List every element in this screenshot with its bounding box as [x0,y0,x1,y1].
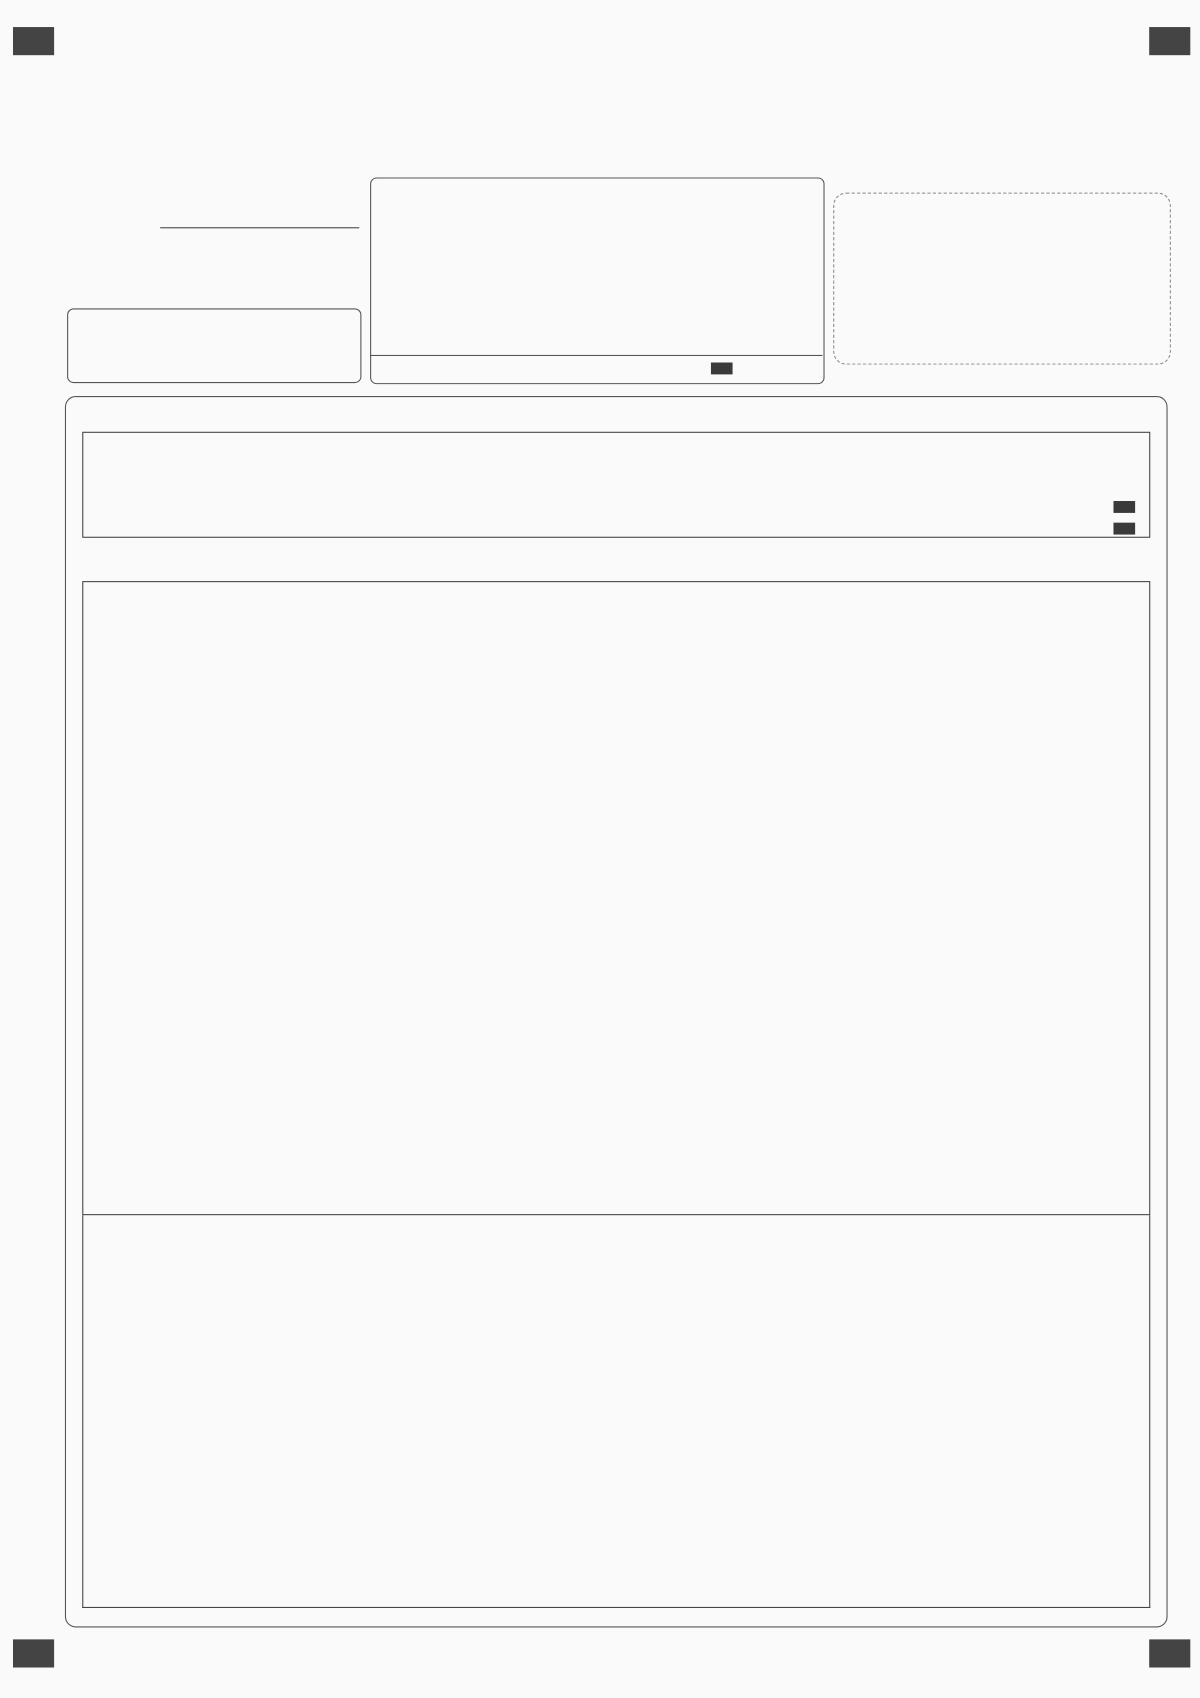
corner-mark-top-left [13,27,54,55]
correct-fill-sample [711,363,733,375]
absent-mark-box [67,308,361,383]
notice-box [370,177,824,384]
q18-answer-area[interactable] [82,1215,1150,1608]
choice-area [82,432,1150,538]
corner-mark-top-right [1149,27,1190,55]
name-field[interactable] [160,197,359,228]
notice-divider [370,355,822,356]
q17-answer-area[interactable] [82,581,1150,1215]
corner-mark-bottom-right [1149,1639,1190,1667]
corner-mark-bottom-left [13,1639,54,1667]
barcode-area [833,193,1171,365]
timing-mark [1113,523,1135,535]
timing-mark [1113,501,1135,513]
